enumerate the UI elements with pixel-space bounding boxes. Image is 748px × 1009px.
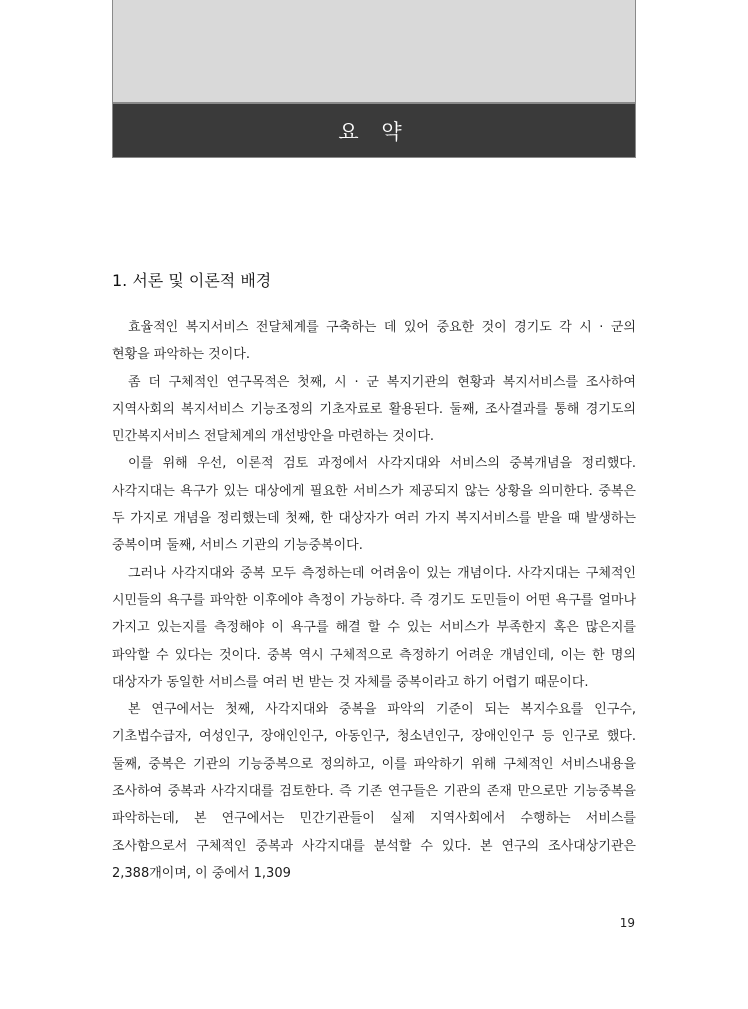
paragraph: 이를 위해 우선, 이론적 검토 과정에서 사각지대와 서비스의 중복개념을 정리했다. 사각지대는 욕구가 있는 대상에게 필요한 서비스가 제공되지 않는 상황을 의미한다. 중복은 두 가지로 개념을 정리했는데 첫째, 한 대상자가 여러 가지 복지서비스를 받을 때 발생하는 중복이며 둘째, 서비스 기관의 기능중복이다. bbox=[112, 456, 636, 554]
header-box bbox=[112, 0, 636, 158]
section-heading: 1. 서론 및 이론적 배경 bbox=[112, 271, 272, 290]
paragraph: 본 연구에서는 첫째, 사각지대와 중복을 파악의 기준이 되는 복지수요를 인구수, 기초법수급자, 여성인구, 장애인인구, 아동인구, 청소년인구, 장애인인구 등 인구로 했다. 둘째, 중복은 기관의 기능중복으로 정의하고, 이를 파악하기 위해 구체적인 서비스내용을 조사하여 중복과 사각지대를 검토한다. 즉 기존 연구들은 기관의 존재 만으로만 기능중복을 파악하는데, 본 연구에서는 민간기관들이 실제 지역사회에서 수행하는 서비스를 조사함으로서 구체적인 중복과 사각지대를 분석할 수 있다. 본 연구의 조사대상기관은 2,388개이며, 이 중에서 1,309 bbox=[112, 702, 636, 881]
paragraph: 그러나 사각지대와 중복 모두 측정하는데 어려움이 있는 개념이다. 사각지대는 구체적인 시민들의 욕구를 파악한 이후에야 측정이 가능하다. 즉 경기도 도민들이 어떤 욕구를 얼마나 가지고 있는지를 측정해야 이 욕구를 해결 할 수 있는 서비스가 부족한지 혹은 많은지를 파악할 수 있다는 것이다. 중복 역시 구체적으로 측정하기 어려운 개념인데, 이는 한 명의 대상자가 동일한 서비스를 여러 번 받는 것 자체를 중복이라고 하기 어렵기 때문이다. bbox=[112, 565, 636, 690]
paragraph: 좀 더 구체적인 연구목적은 첫째, 시 · 군 복지기관의 현황과 복지서비스를 조사하여 지역사회의 복지서비스 기능조정의 기초자료로 활용된다. 둘째, 조사결과를 통해 경기도의 민간복지서비스 전달체계의 개선방안을 마련하는 것이다. bbox=[112, 374, 636, 445]
paragraph: 효율적인 복지서비스 전달체계를 구축하는 데 있어 중요한 것이 경기도 각 시 · 군의 현황을 파악하는 것이다. bbox=[112, 320, 636, 363]
body-text bbox=[112, 314, 636, 887]
page-title: 요 약 bbox=[338, 119, 410, 144]
page-number: 19 bbox=[619, 916, 635, 930]
header-band bbox=[113, 102, 635, 157]
